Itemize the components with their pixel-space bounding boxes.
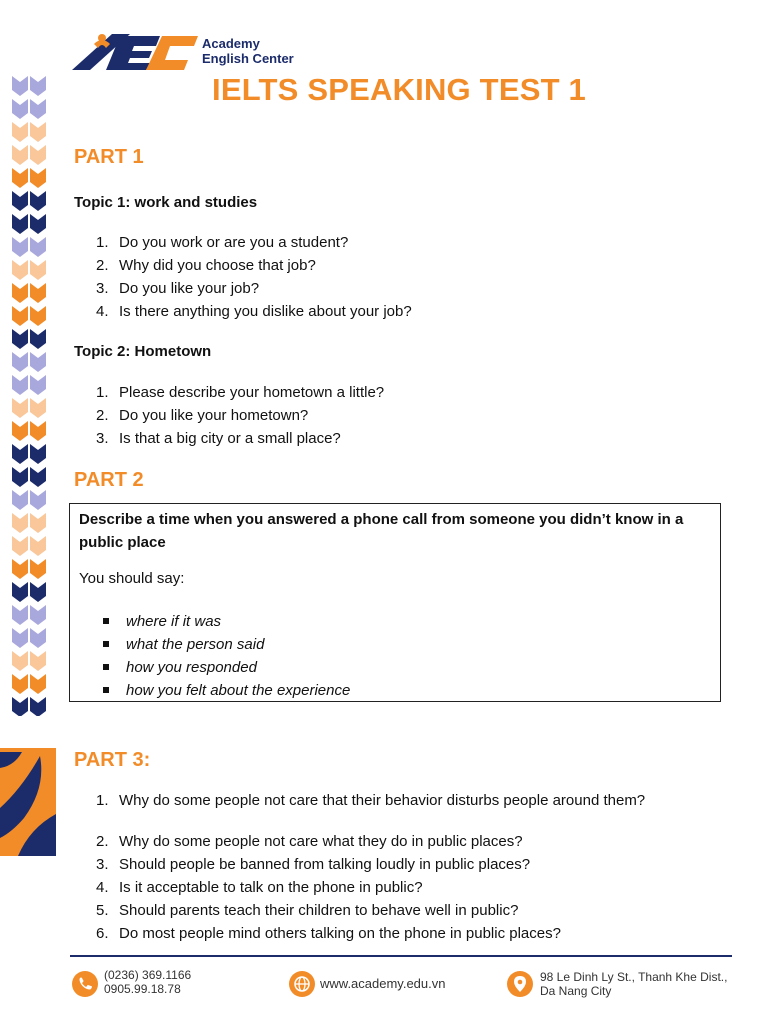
chevron-decoration [12,398,28,418]
question-text: Do you like your job? [119,280,260,297]
list-item [96,404,746,427]
cue-point-text: where if it was [126,613,222,630]
square-bullet-icon [103,641,109,647]
chevron-decoration [12,697,28,716]
cue-point-text: how you felt about the experience [126,682,351,699]
question-text: Do you like your hometown? [119,407,309,424]
cue-card-box [69,503,721,702]
address-line-1: 98 Le Dinh Ly St., Thanh Khe Dist., [540,970,728,984]
cue-card-points [103,610,350,702]
list-item [96,381,746,404]
chevron-decoration [12,444,28,464]
question-text: Why did you choose that job? [119,257,316,274]
chevron-decoration [30,260,46,280]
question-text: Should parents teach their children to behave well in public? [119,902,519,919]
list-item [103,679,350,702]
footer-divider [70,955,732,957]
list-item [96,876,746,899]
chevron-decoration [12,283,28,303]
chevron-decoration [30,214,46,234]
topic1-title: Topic 1: work and studies [74,194,258,211]
list-item [96,277,746,300]
chevron-decoration [12,559,28,579]
chevron-decoration [30,237,46,257]
list-item [96,300,746,323]
chevron-decoration [12,352,28,372]
chevron-decoration [30,582,46,602]
chevron-decoration [30,191,46,211]
decorative-leaf-shape [0,748,56,856]
logo-wordmark [202,36,294,66]
square-bullet-icon [103,664,109,670]
question-text: Is that a big city or a small place? [119,430,341,447]
question-text: Why do some people not care what they do in public places? [119,833,523,850]
chevron-decoration [12,674,28,694]
chevron-decoration [30,145,46,165]
chevron-decoration [30,398,46,418]
chevron-decoration [30,283,46,303]
chevron-decoration [12,168,28,188]
list-item [96,899,746,922]
cue-point-text: what the person said [126,636,265,653]
list-item [96,791,746,830]
chevron-decoration [12,628,28,648]
chevron-decoration [30,329,46,349]
chevron-decoration [12,651,28,671]
chevron-decoration [12,490,28,510]
list-item [103,610,350,633]
question-text: Is there anything you dislike about your job? [119,303,412,320]
list-number: 4. [96,303,109,320]
list-item [96,427,746,450]
chevron-decoration [30,122,46,142]
question-text: Is it acceptable to talk on the phone in public? [119,879,423,896]
question-text: Why do some people not care that their behavior disturbs people around them? [119,792,646,809]
question-text: Do most people mind others talking on the phone in public places? [119,925,561,942]
chevron-decoration [12,582,28,602]
list-number: 3. [96,430,109,447]
chevron-decoration [12,122,28,142]
chevron-decoration [30,352,46,372]
list-item [96,853,746,876]
cue-point-text: how you responded [126,659,257,676]
square-bullet-icon [103,687,109,693]
chevron-decoration [30,306,46,326]
list-number: 1. [96,234,109,251]
topic2-title: Topic 2: Hometown [74,343,212,360]
chevron-decoration [30,674,46,694]
question-text: Do you work or are you a student? [119,234,349,251]
chevron-decoration [30,467,46,487]
chevron-decoration [30,605,46,625]
chevron-decoration [30,76,46,96]
part2-heading: PART 2 [74,469,144,491]
decorative-chevron-strip [12,76,46,716]
topic1-question-list [96,231,746,323]
list-number: 2. [96,407,109,424]
chevron-decoration [30,628,46,648]
logo-line-english-center: English Center [202,51,294,66]
chevron-decoration [12,605,28,625]
chevron-decoration [12,421,28,441]
chevron-decoration [12,214,28,234]
you-should-say-label: You should say: [79,570,185,587]
list-number: 3. [96,856,109,873]
chevron-decoration [30,513,46,533]
question-text: Should people be banned from talking loudly in public places? [119,856,531,873]
part3-heading: PART 3: [74,749,151,771]
chevron-decoration [30,651,46,671]
topic2-question-list [96,381,746,450]
question-text: Please describe your hometown a little? [119,384,385,401]
list-number: 2. [96,257,109,274]
chevron-decoration [30,375,46,395]
chevron-decoration [12,145,28,165]
chevron-decoration [12,513,28,533]
chevron-decoration [12,306,28,326]
list-number: 2. [96,833,109,850]
chevron-decoration [30,444,46,464]
chevron-decoration [30,168,46,188]
list-number: 5. [96,902,109,919]
phone-number-1: (0236) 369.1166 [104,968,192,982]
chevron-decoration [12,329,28,349]
phone-number-2: 0905.99.18.78 [104,982,181,996]
list-item [103,656,350,679]
chevron-decoration [12,191,28,211]
globe-icon [289,971,315,997]
list-item [103,633,350,656]
list-number: 1. [96,792,109,809]
part1-heading: PART 1 [74,146,144,168]
phone-icon [72,971,98,997]
list-item [96,254,746,277]
footer-website[interactable]: www.academy.edu.vn [320,976,446,991]
document-title: IELTS SPEAKING TEST 1 [212,72,586,107]
chevron-decoration [12,467,28,487]
chevron-decoration [30,490,46,510]
list-item [96,830,746,853]
location-pin-icon [507,971,533,997]
square-bullet-icon [103,618,109,624]
chevron-decoration [30,536,46,556]
chevron-decoration [30,421,46,441]
list-number: 3. [96,280,109,297]
footer-address [540,970,727,998]
chevron-decoration [12,237,28,257]
footer-phone [104,968,191,996]
address-line-2: Da Nang City [540,984,612,998]
chevron-decoration [30,99,46,119]
chevron-decoration [12,260,28,280]
cue-card-title: Describe a time when you answered a phone call from someone you didn’t know in a public place [79,511,684,551]
chevron-decoration [12,76,28,96]
chevron-decoration [30,697,46,716]
part3-question-list [96,791,746,945]
logo-line-academy: Academy [202,36,260,51]
list-item [96,922,746,945]
list-number: 4. [96,879,109,896]
chevron-decoration [12,99,28,119]
list-number: 6. [96,925,109,942]
chevron-decoration [12,375,28,395]
list-item [96,231,746,254]
chevron-decoration [30,559,46,579]
list-number: 1. [96,384,109,401]
chevron-decoration [12,536,28,556]
